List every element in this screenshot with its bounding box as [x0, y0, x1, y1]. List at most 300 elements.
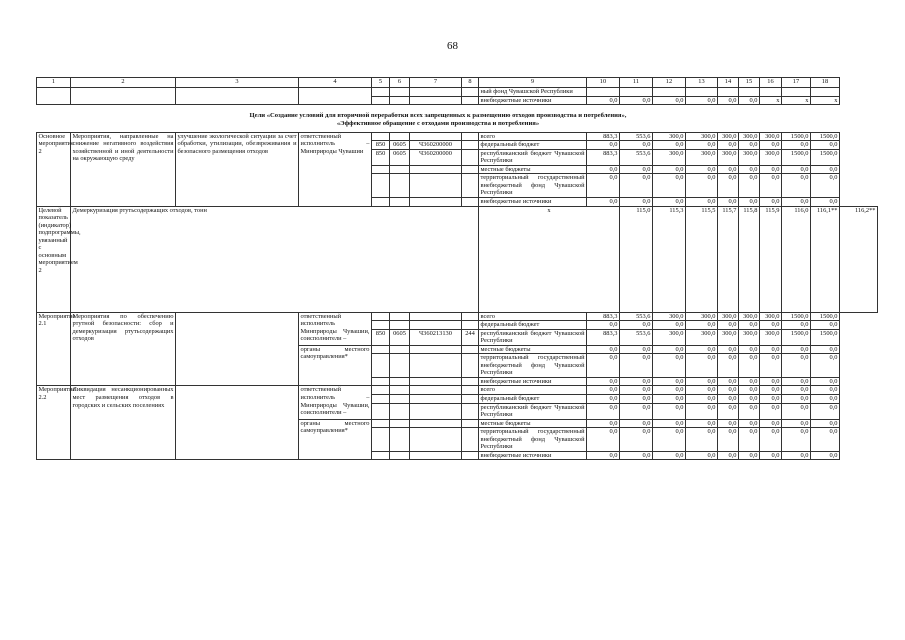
- value-cell: 1500,0: [811, 329, 840, 345]
- value-cell: 883,3: [587, 329, 620, 345]
- value-cell: 0,0: [653, 198, 686, 207]
- value-cell: 0,0: [587, 321, 620, 330]
- name-cell: Ликвидация несанкционированных мест размещения отходов в городских и сельских поселениях: [71, 386, 176, 460]
- source-cell: территориальный государственный внебюджетный фонд Чувашской Республики: [480, 354, 585, 377]
- grbs-cell: [372, 321, 390, 330]
- value-cell: 0,0: [620, 345, 653, 354]
- budget-table: [36, 77, 878, 460]
- value-cell: 300,0: [760, 132, 782, 141]
- status-cell: Мероприятие 2.2: [37, 386, 71, 460]
- task-cell: улучшение экологической ситуации за счет обработки, утилизации, обезвреживания и безопасного размещения отходов: [176, 132, 299, 206]
- column-number: 2: [71, 78, 176, 88]
- continuation-row: [37, 88, 878, 97]
- grbs-cell: [372, 354, 390, 378]
- rz-cell: [390, 96, 410, 105]
- value-cell: 0,0: [718, 395, 739, 404]
- csr-cell: [410, 165, 462, 174]
- column-number: 7: [410, 78, 462, 88]
- value-cell: 116,1**: [811, 206, 840, 312]
- column-number: 8: [462, 78, 479, 88]
- executor-cell: органы местного самоуправления*: [299, 345, 372, 386]
- rz-cell: 0605: [390, 149, 410, 165]
- csr-cell: [410, 354, 462, 378]
- csr-cell: [410, 321, 462, 330]
- value-cell: [739, 88, 760, 97]
- value-cell: 0,0: [760, 141, 782, 150]
- source-cell: территориальный государственный внебюджетный фонд Чувашской Республики: [480, 428, 585, 451]
- value-cell: 0,0: [620, 386, 653, 395]
- csr-cell: [410, 451, 462, 460]
- value-cell: 300,0: [653, 132, 686, 141]
- value-cell: 0,0: [782, 198, 811, 207]
- value-cell: 1500,0: [782, 149, 811, 165]
- value-cell: 0,0: [760, 419, 782, 428]
- executor-cell: ответственный исполнитель – Минприроды Чувашии, соисполнители –: [299, 386, 372, 419]
- value-cell: [587, 88, 620, 97]
- value-cell: 0,0: [739, 451, 760, 460]
- value-cell: 0,0: [718, 141, 739, 150]
- csr-cell: [410, 428, 462, 452]
- value-cell: 300,0: [739, 149, 760, 165]
- value-cell: 300,0: [653, 312, 686, 321]
- csr-cell: Ч360213130: [410, 329, 462, 345]
- value-cell: 0,0: [686, 174, 718, 198]
- rz-cell: [390, 354, 410, 378]
- value-cell: 0,0: [587, 395, 620, 404]
- value-cell: 0,0: [653, 354, 686, 378]
- vr-cell: [462, 149, 479, 165]
- value-cell: 0,0: [782, 395, 811, 404]
- rz-cell: [390, 198, 410, 207]
- table-body: [37, 78, 878, 460]
- value-cell: 0,0: [587, 451, 620, 460]
- value-cell: 0,0: [782, 386, 811, 395]
- indicator-status-cell: Целевой показатель (индикатор) подпрограммы, увязанный с основным мероприятием 2: [37, 206, 71, 312]
- name-cell: [71, 88, 176, 105]
- status-cell: [37, 88, 71, 105]
- value-cell: 300,0: [739, 312, 760, 321]
- csr-cell: [410, 395, 462, 404]
- value-cell: 0,0: [782, 174, 811, 198]
- value-cell: 300,0: [686, 149, 718, 165]
- rz-cell: [390, 395, 410, 404]
- source-cell: всего: [479, 312, 587, 321]
- rz-cell: 0605: [390, 329, 410, 345]
- value-cell: 0,0: [760, 428, 782, 452]
- value-cell: 0,0: [811, 198, 840, 207]
- grbs-cell: [372, 419, 390, 428]
- value-cell: 0,0: [653, 386, 686, 395]
- value-cell: 0,0: [686, 354, 718, 378]
- value-cell: 0,0: [686, 395, 718, 404]
- value-cell: 0,0: [686, 386, 718, 395]
- value-cell: 115,0: [620, 206, 653, 312]
- value-cell: 553,6: [620, 312, 653, 321]
- value-cell: 0,0: [620, 377, 653, 386]
- grbs-cell: [372, 377, 390, 386]
- value-cell: 115,5: [686, 206, 718, 312]
- value-cell: 0,0: [782, 345, 811, 354]
- value-cell: 300,0: [686, 329, 718, 345]
- value-cell: 553,6: [620, 132, 653, 141]
- source-cell: республиканский бюджет Чувашской Республики: [480, 403, 585, 419]
- executor-cell: ответственный исполнитель Минприроды Чувашии, соисполнители –: [299, 312, 372, 345]
- column-number: 14: [718, 78, 739, 88]
- source-cell: всего: [479, 386, 587, 395]
- rz-cell: [390, 165, 410, 174]
- status-cell: Основное мероприятие 2: [37, 132, 71, 206]
- value-cell: 0,0: [653, 141, 686, 150]
- column-number: 15: [739, 78, 760, 88]
- value-cell: 0,0: [739, 428, 760, 452]
- value-cell: 0,0: [718, 174, 739, 198]
- value-cell: 300,0: [718, 329, 739, 345]
- value-cell: 883,3: [587, 149, 620, 165]
- funding-row: [37, 132, 878, 141]
- value-cell: 0,0: [811, 141, 840, 150]
- grbs-cell: [372, 165, 390, 174]
- value-cell: [653, 88, 686, 97]
- value-cell: x: [782, 96, 811, 105]
- value-cell: 115,8: [739, 206, 760, 312]
- value-cell: 0,0: [739, 419, 760, 428]
- value-cell: 0,0: [686, 321, 718, 330]
- funding-row: [37, 312, 878, 321]
- goal-title-row: [37, 105, 878, 133]
- value-cell: 0,0: [653, 377, 686, 386]
- value-cell: 0,0: [653, 451, 686, 460]
- value-cell: 0,0: [739, 165, 760, 174]
- value-cell: 0,0: [587, 428, 620, 452]
- value-cell: 0,0: [653, 321, 686, 330]
- value-cell: 0,0: [686, 403, 718, 419]
- csr-cell: Ч360200000: [410, 149, 462, 165]
- value-cell: 0,0: [587, 96, 620, 105]
- vr-cell: [462, 96, 479, 105]
- rz-cell: [390, 345, 410, 354]
- csr-cell: [410, 198, 462, 207]
- value-cell: 0,0: [811, 174, 840, 198]
- value-cell: 115,7: [718, 206, 739, 312]
- value-cell: [620, 88, 653, 97]
- value-cell: 553,6: [620, 329, 653, 345]
- vr-cell: [462, 312, 479, 321]
- vr-cell: [462, 198, 479, 207]
- value-cell: 0,0: [686, 428, 718, 452]
- csr-cell: Ч360200000: [410, 141, 462, 150]
- column-number: 12: [653, 78, 686, 88]
- value-cell: 0,0: [782, 428, 811, 452]
- value-cell: 0,0: [620, 174, 653, 198]
- value-cell: 0,0: [782, 377, 811, 386]
- value-cell: 0,0: [811, 386, 840, 395]
- value-cell: 0,0: [811, 451, 840, 460]
- value-cell: 0,0: [739, 395, 760, 404]
- rz-cell: [390, 377, 410, 386]
- source-cell: республиканский бюджет Чувашской Республики: [480, 149, 585, 165]
- vr-cell: 244: [462, 329, 479, 345]
- column-number: 17: [782, 78, 811, 88]
- value-cell: 0,0: [653, 174, 686, 198]
- value-cell: 0,0: [811, 403, 840, 419]
- source-cell: внебюджетные источники: [479, 451, 587, 460]
- csr-cell: [410, 312, 462, 321]
- value-cell: 300,0: [718, 312, 739, 321]
- csr-cell: [410, 132, 462, 141]
- value-cell: 0,0: [620, 141, 653, 150]
- value-cell: 1500,0: [811, 312, 840, 321]
- vr-cell: [462, 377, 479, 386]
- grbs-cell: 850: [372, 141, 390, 150]
- value-cell: 0,0: [686, 165, 718, 174]
- indicator-source-cell: x: [479, 206, 620, 312]
- value-cell: 0,0: [760, 395, 782, 404]
- csr-cell: [410, 377, 462, 386]
- task-cell: [176, 386, 299, 460]
- value-cell: 0,0: [620, 395, 653, 404]
- vr-cell: [462, 386, 479, 395]
- value-cell: 0,0: [587, 403, 620, 419]
- grbs-cell: [372, 132, 390, 141]
- csr-cell: [410, 96, 462, 105]
- value-cell: 0,0: [718, 345, 739, 354]
- grbs-cell: [372, 88, 390, 97]
- value-cell: 0,0: [718, 386, 739, 395]
- source-cell: федеральный бюджет: [479, 395, 587, 404]
- value-cell: 0,0: [739, 96, 760, 105]
- vr-cell: [462, 88, 479, 97]
- source-cell: местные бюджеты: [479, 165, 587, 174]
- value-cell: 0,0: [653, 395, 686, 404]
- value-cell: 0,0: [811, 428, 840, 452]
- value-cell: 0,0: [811, 345, 840, 354]
- executor-cell: органы местного самоуправления*: [299, 419, 372, 460]
- source-cell: республиканский бюджет Чувашской Республики: [480, 329, 585, 345]
- value-cell: 0,0: [620, 428, 653, 452]
- value-cell: 0,0: [811, 419, 840, 428]
- column-number: 16: [760, 78, 782, 88]
- rz-cell: [390, 428, 410, 452]
- value-cell: 0,0: [760, 403, 782, 419]
- value-cell: 0,0: [782, 419, 811, 428]
- vr-cell: [462, 345, 479, 354]
- name-cell: Мероприятия по обеспечению ртутной безопасности: сбор и демеркуризация ртутьсодержащих отходов: [71, 312, 176, 386]
- value-cell: 1500,0: [782, 132, 811, 141]
- source-cell: внебюджетные источники: [479, 96, 587, 105]
- vr-cell: [462, 451, 479, 460]
- goal-title-line: «Эффективное обращение с отходами производства и потребления»: [336, 119, 540, 127]
- value-cell: 0,0: [760, 377, 782, 386]
- csr-cell: [410, 419, 462, 428]
- source-cell: внебюджетные источники: [479, 377, 587, 386]
- executor-cell: ответственный исполнитель – Минприроды Чувашии: [299, 132, 372, 206]
- value-cell: 1500,0: [811, 149, 840, 165]
- column-number: 13: [686, 78, 718, 88]
- source-cell: местные бюджеты: [479, 345, 587, 354]
- grbs-cell: [372, 395, 390, 404]
- funding-row: [37, 386, 878, 395]
- value-cell: 0,0: [739, 345, 760, 354]
- goal-title: [37, 105, 840, 133]
- value-cell: 0,0: [587, 386, 620, 395]
- value-cell: 1500,0: [782, 312, 811, 321]
- value-cell: 0,0: [686, 345, 718, 354]
- value-cell: 0,0: [782, 403, 811, 419]
- value-cell: 0,0: [653, 403, 686, 419]
- value-cell: 0,0: [587, 198, 620, 207]
- value-cell: 0,0: [718, 354, 739, 378]
- column-number: 18: [811, 78, 840, 88]
- value-cell: 115,3: [653, 206, 686, 312]
- value-cell: x: [760, 96, 782, 105]
- rz-cell: [390, 132, 410, 141]
- source-cell: федеральный бюджет: [479, 141, 587, 150]
- value-cell: 0,0: [620, 321, 653, 330]
- value-cell: [811, 88, 840, 97]
- status-cell: Мероприятие 2.1: [37, 312, 71, 386]
- value-cell: 0,0: [587, 165, 620, 174]
- value-cell: 300,0: [718, 132, 739, 141]
- value-cell: 300,0: [760, 312, 782, 321]
- value-cell: 0,0: [718, 451, 739, 460]
- value-cell: 0,0: [587, 174, 620, 198]
- value-cell: 0,0: [686, 198, 718, 207]
- rz-cell: [390, 321, 410, 330]
- value-cell: 0,0: [718, 428, 739, 452]
- value-cell: 0,0: [739, 403, 760, 419]
- value-cell: 0,0: [760, 165, 782, 174]
- rz-cell: [390, 386, 410, 395]
- value-cell: 0,0: [782, 165, 811, 174]
- value-cell: 0,0: [760, 354, 782, 378]
- grbs-cell: [372, 403, 390, 419]
- value-cell: 0,0: [587, 354, 620, 378]
- csr-cell: [410, 386, 462, 395]
- value-cell: 300,0: [739, 329, 760, 345]
- value-cell: 0,0: [760, 386, 782, 395]
- value-cell: 300,0: [653, 329, 686, 345]
- grbs-cell: [372, 198, 390, 207]
- value-cell: [782, 88, 811, 97]
- value-cell: 0,0: [782, 141, 811, 150]
- value-cell: 300,0: [718, 149, 739, 165]
- rz-cell: [390, 403, 410, 419]
- value-cell: 0,0: [739, 386, 760, 395]
- csr-cell: [410, 174, 462, 198]
- value-cell: 300,0: [653, 149, 686, 165]
- value-cell: 0,0: [782, 321, 811, 330]
- value-cell: 0,0: [782, 354, 811, 378]
- vr-cell: [462, 354, 479, 378]
- value-cell: 0,0: [587, 377, 620, 386]
- grbs-cell: [372, 345, 390, 354]
- value-cell: 0,0: [760, 174, 782, 198]
- value-cell: 300,0: [739, 132, 760, 141]
- value-cell: 0,0: [718, 96, 739, 105]
- grbs-cell: [372, 386, 390, 395]
- rz-cell: [390, 419, 410, 428]
- goal-title-line: Цели «Создание условий для вторичной переработки всех запрещенных к размещению отходов производства и потребления»,: [249, 112, 627, 120]
- value-cell: 0,0: [739, 174, 760, 198]
- column-number: 9: [479, 78, 587, 88]
- value-cell: 0,0: [739, 321, 760, 330]
- value-cell: 0,0: [718, 377, 739, 386]
- executor-cell: [299, 88, 372, 105]
- indicator-name-cell: Демеркуризация ртутьсодержащих отходов, тонн: [71, 206, 479, 312]
- value-cell: 0,0: [760, 198, 782, 207]
- value-cell: 0,0: [811, 165, 840, 174]
- source-cell: местные бюджеты: [479, 419, 587, 428]
- value-cell: 0,0: [811, 354, 840, 378]
- value-cell: 300,0: [760, 329, 782, 345]
- grbs-cell: [372, 312, 390, 321]
- value-cell: 0,0: [653, 165, 686, 174]
- grbs-cell: 850: [372, 329, 390, 345]
- rz-cell: [390, 451, 410, 460]
- value-cell: 883,3: [587, 312, 620, 321]
- value-cell: 0,0: [620, 96, 653, 105]
- value-cell: 0,0: [782, 451, 811, 460]
- value-cell: 0,0: [760, 345, 782, 354]
- value-cell: 0,0: [587, 345, 620, 354]
- value-cell: 0,0: [811, 395, 840, 404]
- value-cell: 553,6: [620, 149, 653, 165]
- value-cell: 116,2**: [840, 206, 878, 312]
- value-cell: 0,0: [620, 198, 653, 207]
- vr-cell: [462, 321, 479, 330]
- column-number-row: [37, 78, 878, 88]
- value-cell: 0,0: [587, 419, 620, 428]
- grbs-cell: 850: [372, 149, 390, 165]
- source-cell: федеральный бюджет: [479, 321, 587, 330]
- value-cell: 0,0: [620, 419, 653, 428]
- value-cell: 0,0: [811, 377, 840, 386]
- value-cell: 1500,0: [811, 132, 840, 141]
- vr-cell: [462, 174, 479, 198]
- value-cell: 0,0: [653, 428, 686, 452]
- vr-cell: [462, 165, 479, 174]
- value-cell: 0,0: [620, 451, 653, 460]
- csr-cell: [410, 345, 462, 354]
- value-cell: 0,0: [718, 419, 739, 428]
- value-cell: 0,0: [718, 165, 739, 174]
- value-cell: 0,0: [686, 451, 718, 460]
- value-cell: 883,3: [587, 132, 620, 141]
- value-cell: 0,0: [718, 198, 739, 207]
- value-cell: 0,0: [620, 403, 653, 419]
- vr-cell: [462, 403, 479, 419]
- vr-cell: [462, 132, 479, 141]
- vr-cell: [462, 395, 479, 404]
- value-cell: 300,0: [686, 132, 718, 141]
- source-cell: внебюджетные источники: [479, 198, 587, 207]
- column-number: 6: [390, 78, 410, 88]
- value-cell: 0,0: [739, 198, 760, 207]
- value-cell: [760, 88, 782, 97]
- rz-cell: 0605: [390, 141, 410, 150]
- value-cell: 0,0: [760, 321, 782, 330]
- value-cell: 0,0: [653, 345, 686, 354]
- value-cell: x: [811, 96, 840, 105]
- value-cell: 0,0: [686, 419, 718, 428]
- value-cell: 0,0: [739, 141, 760, 150]
- value-cell: 0,0: [718, 403, 739, 419]
- value-cell: 300,0: [686, 312, 718, 321]
- value-cell: 0,0: [739, 377, 760, 386]
- name-cell: Мероприятия, направленные на снижение негативного воздействия хозяйственной и иной деятельности на окружающую среду: [71, 132, 176, 206]
- csr-cell: [410, 403, 462, 419]
- csr-cell: [410, 88, 462, 97]
